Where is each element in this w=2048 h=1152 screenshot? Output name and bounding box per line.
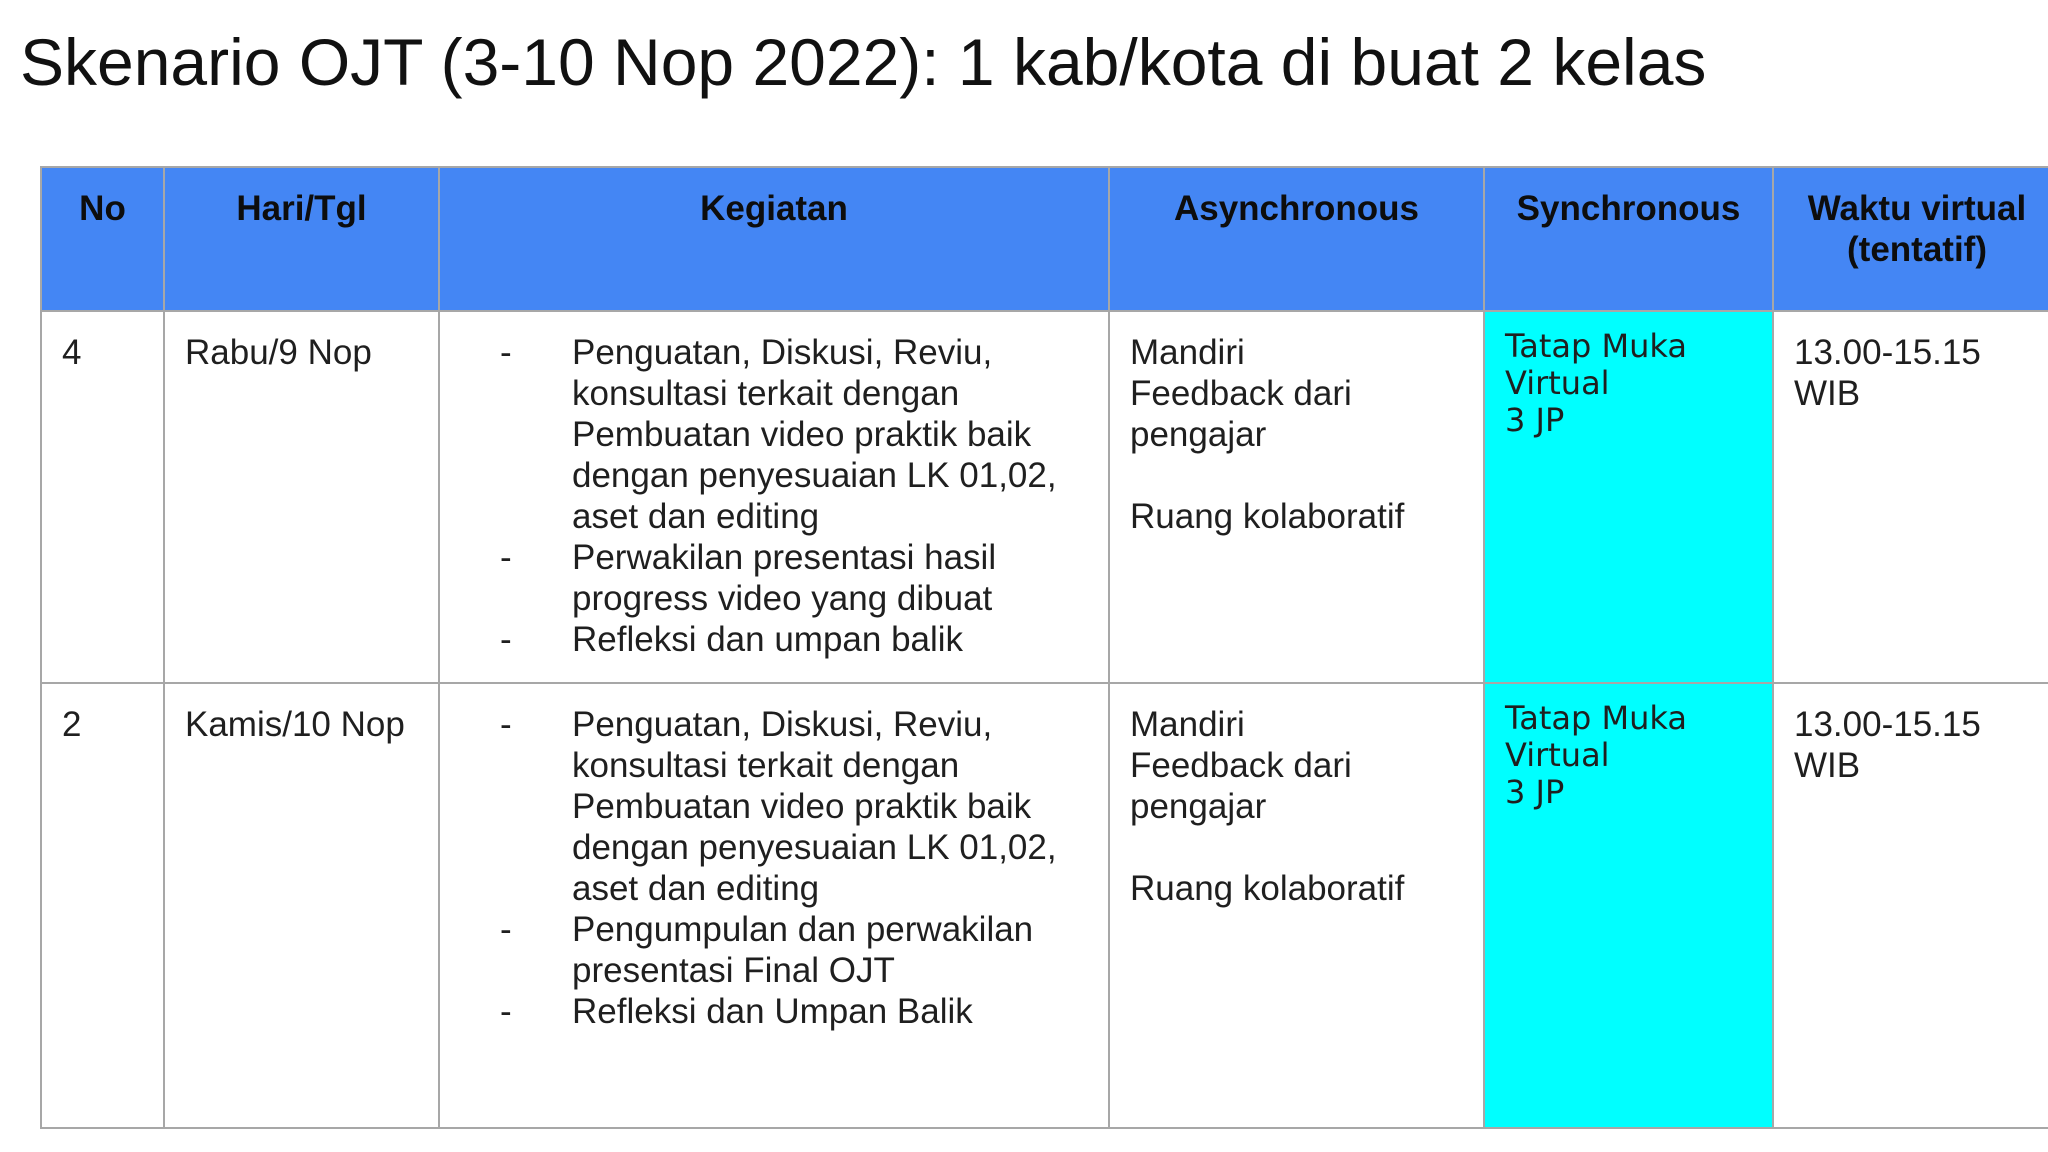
schedule-table bbox=[40, 166, 2048, 1129]
sync-line: Virtual bbox=[1505, 364, 1610, 402]
async-spacer bbox=[1130, 455, 1463, 496]
cell-activity bbox=[439, 311, 1109, 683]
header-day: Hari/Tgl bbox=[164, 167, 439, 311]
cell-time bbox=[1773, 683, 2048, 1128]
header-time bbox=[1773, 167, 2048, 311]
cell-no: 4 bbox=[41, 311, 164, 683]
header-sync: Synchronous bbox=[1484, 167, 1773, 311]
header-async: Asynchronous bbox=[1109, 167, 1484, 311]
cell-async bbox=[1109, 683, 1484, 1128]
activity-item: - Refleksi dan umpan balik bbox=[500, 619, 1088, 660]
cell-sync bbox=[1484, 683, 1773, 1128]
activity-item: - Perwakilan presentasi hasil progress video yang dibuat bbox=[500, 537, 1088, 619]
time-line: 13.00-15.15 bbox=[1794, 705, 1981, 744]
async-line: Mandiri bbox=[1130, 333, 1245, 372]
header-no: No bbox=[41, 167, 164, 311]
time-line: 13.00-15.15 bbox=[1794, 333, 1981, 372]
async-line: Ruang kolaboratif bbox=[1130, 869, 1405, 908]
slide-title: Skenario OJT (3-10 Nop 2022): 1 kab/kota di buat 2 kelas bbox=[20, 25, 1707, 99]
sync-line: 3 JP bbox=[1505, 401, 1565, 439]
header-row bbox=[41, 167, 2048, 311]
sync-line: Virtual bbox=[1505, 736, 1610, 774]
table-row bbox=[41, 311, 2048, 683]
async-line: Feedback dari pengajar bbox=[1130, 746, 1352, 826]
cell-time bbox=[1773, 311, 2048, 683]
table-row bbox=[41, 683, 2048, 1128]
activity-list bbox=[460, 704, 1088, 1032]
async-spacer bbox=[1130, 827, 1463, 868]
activity-item: - Refleksi dan Umpan Balik bbox=[500, 991, 1088, 1032]
sync-line: 3 JP bbox=[1505, 773, 1565, 811]
header-activity: Kegiatan bbox=[439, 167, 1109, 311]
header-time-line-1: Waktu virtual bbox=[1807, 189, 2027, 228]
sync-line: Tatap Muka bbox=[1505, 327, 1687, 365]
time-line: WIB bbox=[1794, 746, 1861, 785]
cell-async bbox=[1109, 311, 1484, 683]
cell-day: Rabu/9 Nop bbox=[164, 311, 439, 683]
sync-line: Tatap Muka bbox=[1505, 699, 1687, 737]
cell-day: Kamis/10 Nop bbox=[164, 683, 439, 1128]
activity-list bbox=[460, 332, 1088, 660]
async-line: Feedback dari pengajar bbox=[1130, 374, 1352, 454]
activity-item: - Penguatan, Diskusi, Reviu, konsultasi terkait dengan Pembuatan video praktik baik dengan penyesuaian LK 01,02, aset dan editing bbox=[500, 332, 1088, 537]
cell-sync bbox=[1484, 311, 1773, 683]
time-line: WIB bbox=[1794, 374, 1861, 413]
activity-item: - Pengumpulan dan perwakilan presentasi Final OJT bbox=[500, 909, 1088, 991]
header-time-line-2: (tentatif) bbox=[1847, 230, 1987, 269]
async-line: Mandiri bbox=[1130, 705, 1245, 744]
async-line: Ruang kolaboratif bbox=[1130, 497, 1405, 536]
cell-no: 2 bbox=[41, 683, 164, 1128]
activity-item: - Penguatan, Diskusi, Reviu, konsultasi terkait dengan Pembuatan video praktik baik dengan penyesuaian LK 01,02, aset dan editing bbox=[500, 704, 1088, 909]
cell-activity bbox=[439, 683, 1109, 1128]
